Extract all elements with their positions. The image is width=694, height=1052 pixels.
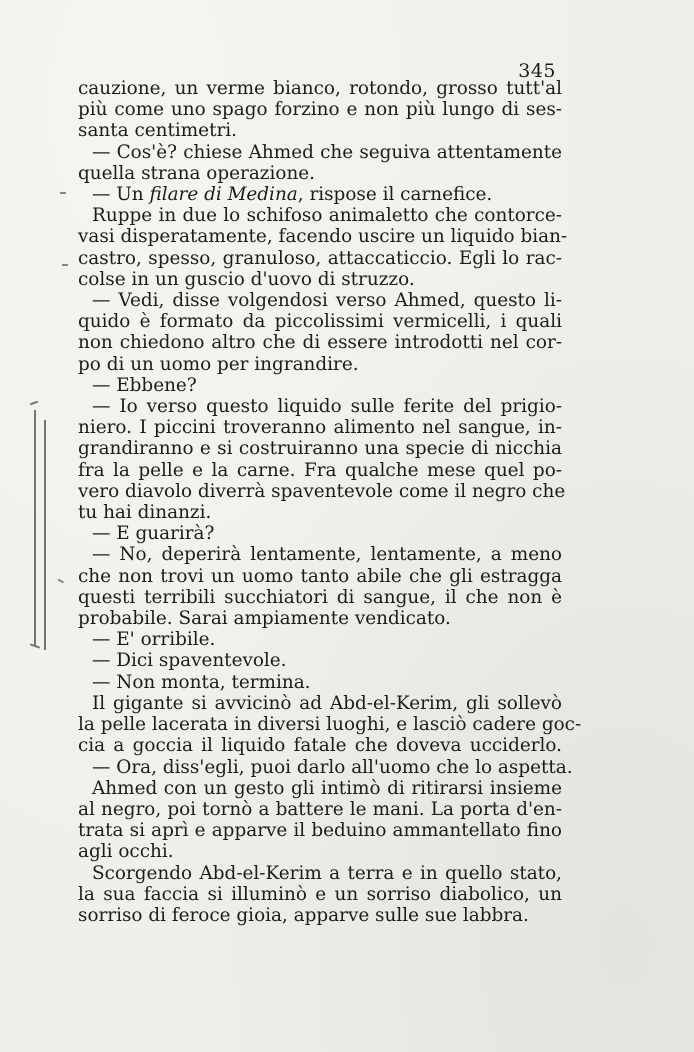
- text-line: la pelle lacerata in diversi luoghi, e lasciò cadere goc-: [78, 714, 582, 736]
- text-line: — Un filare di Medina, rispose il carnefice.: [92, 184, 493, 206]
- text-line: sorriso di feroce gioia, apparve sulle sue labbra.: [78, 904, 529, 926]
- text-line: — Dici spaventevole.: [92, 650, 287, 672]
- text-line: quido è formato da piccolissimi vermicelli, i quali: [78, 311, 562, 333]
- margin-tick: [62, 264, 68, 266]
- text-line: trata si aprì e apparve il beduino ammantellato fino: [78, 820, 562, 842]
- text-line: — Non monta, termina.: [92, 671, 311, 693]
- text-line: fra la pelle e la carne. Fra qualche mese quel po-: [78, 459, 562, 481]
- margin-pencil-line: [34, 410, 36, 645]
- text-line: questi terribili succhiatori di sangue, il che non è: [78, 586, 562, 608]
- body-text: [78, 78, 582, 926]
- text-line: Scorgendo Abd-el-Kerim a terra e in quello stato,: [92, 862, 562, 884]
- text-line: al negro, poi tornò a battere le mani. La porta d'en-: [78, 798, 562, 820]
- text-line: più come uno spago forzino e non più lungo di ses-: [78, 99, 562, 121]
- text-line: — E' orribile.: [92, 629, 216, 651]
- text-line: — E guarirà?: [92, 523, 215, 545]
- text-line: cia a goccia il liquido fatale che doveva ucciderlo.: [78, 735, 562, 757]
- text-line: quella strana operazione.: [78, 162, 316, 184]
- text-line: tu hai dinanzi.: [78, 502, 212, 524]
- text-line: cauzione, un verme bianco, rotondo, grosso tutt'al: [78, 78, 562, 99]
- text-line: vero diavolo diverrà spaventevole come il negro che: [78, 480, 566, 502]
- text-line: — No, deperirà lentamente, lentamente, a meno: [92, 544, 562, 566]
- margin-tick: [60, 192, 66, 194]
- margin-pencil-hook-bottom: [30, 643, 40, 648]
- text-line: niero. I piccini troveranno alimento nel sangue, in-: [78, 417, 562, 439]
- text-line: — Cos'è? chiese Ahmed che seguiva attentamente: [92, 141, 562, 163]
- text-line: non chiedono altro che di essere introdotti nel cor-: [78, 332, 562, 354]
- text-line: — Io verso questo liquido sulle ferite del prigio-: [92, 396, 562, 418]
- margin-tick: [58, 579, 64, 583]
- page-number: 345: [518, 60, 556, 82]
- text-line: agli occhi.: [78, 841, 174, 863]
- text-line: po di un uomo per ingrandire.: [78, 353, 359, 375]
- margin-pencil-hook-top: [30, 401, 38, 406]
- text-line: castro, spesso, granuloso, attaccaticcio. Egli lo rac-: [78, 247, 562, 269]
- text-line: santa centimetri.: [78, 120, 237, 142]
- text-line: — Vedi, disse volgendosi verso Ahmed, questo li-: [92, 290, 562, 312]
- text-line: che non trovi un uomo tanto abile che gli estragga: [78, 565, 562, 587]
- text-line: vasi disperatamente, facendo uscire un liquido bian-: [78, 226, 568, 248]
- text-line: — Ora, diss'egli, puoi darlo all'uomo che lo aspetta.: [92, 756, 573, 778]
- text-line: probabile. Sarai ampiamente vendicato.: [78, 608, 451, 630]
- text-line: Ahmed con un gesto gli intimò di ritirarsi insieme: [92, 777, 562, 799]
- text-line: la sua faccia si illuminò e un sorriso diabolico, un: [78, 883, 562, 905]
- margin-pencil-line-inner: [44, 420, 46, 650]
- text-line: Ruppe in due lo schifoso animaletto che contorce-: [92, 205, 562, 227]
- text-line: colse in un guscio d'uovo di struzzo.: [78, 268, 415, 290]
- text-line: grandiranno e si costruiranno una specie di nicchia: [78, 438, 562, 460]
- text-line: — Ebbene?: [92, 374, 197, 396]
- italic-term: filare di Medina: [149, 184, 298, 206]
- text-line: Il gigante si avvicinò ad Abd-el-Kerim, gli sollevò: [92, 692, 562, 714]
